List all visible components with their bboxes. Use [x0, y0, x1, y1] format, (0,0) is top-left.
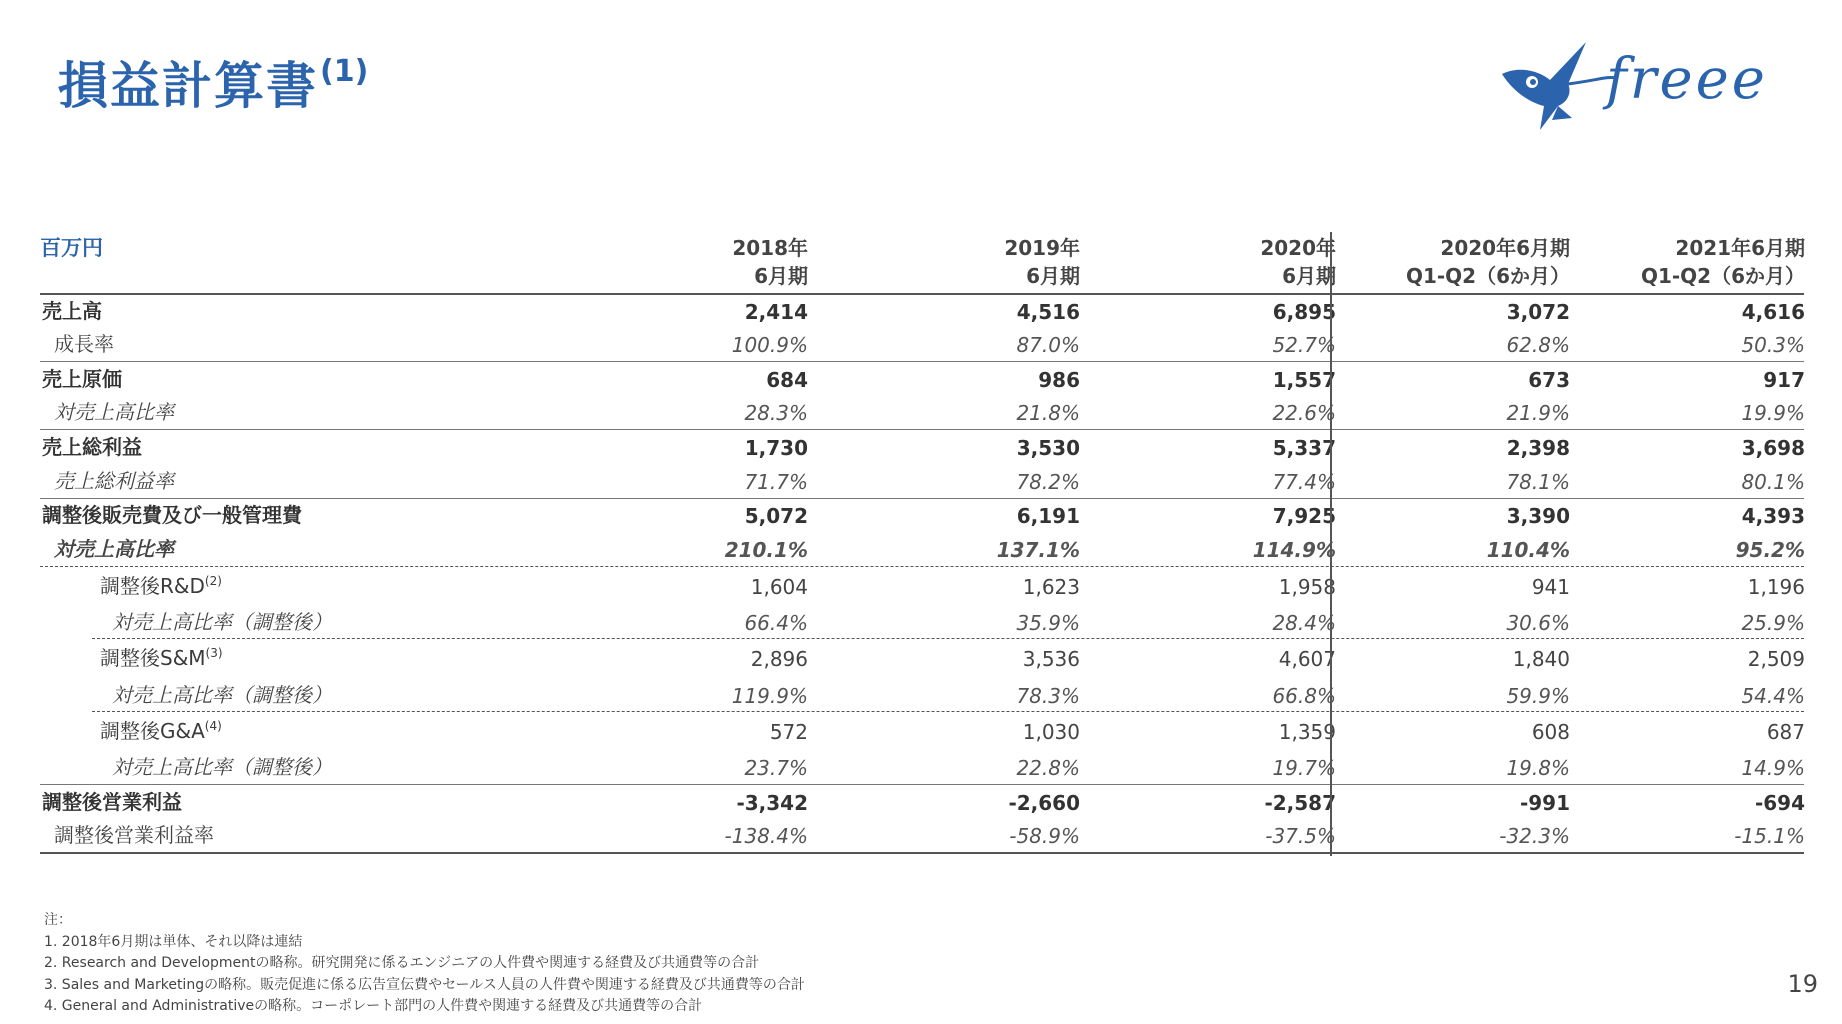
col-header-fy2019: 2019年 6月期 — [1004, 236, 1080, 288]
table-cell: 28.3% — [744, 401, 808, 426]
table-cell: 4,393 — [1741, 504, 1805, 529]
row-label — [54, 465, 174, 494]
row-label — [42, 295, 102, 324]
row-label — [54, 819, 214, 848]
row-footnote-ref: (3) — [205, 646, 223, 661]
table-body — [40, 294, 1804, 854]
row-label-text: 売上総利益率 — [54, 468, 174, 493]
table-row — [40, 712, 1804, 748]
table-row — [40, 603, 1804, 640]
table-row — [40, 294, 1804, 328]
table-cell: 917 — [1763, 367, 1805, 392]
table-cell: 62.8% — [1506, 333, 1570, 358]
table-cell: 4,616 — [1741, 299, 1805, 324]
table-cell: 110.4% — [1486, 537, 1570, 562]
row-label-text: 調整後R&D — [100, 573, 205, 598]
table-row — [40, 639, 1804, 675]
table-cell: 210.1% — [724, 537, 808, 562]
table-row — [40, 430, 1804, 464]
table-cell: 986 — [1038, 367, 1080, 392]
title-footnote-ref: (1) — [320, 54, 369, 89]
table-cell: 59.9% — [1506, 683, 1570, 708]
table-cell: 4,516 — [1016, 299, 1080, 324]
row-label — [112, 751, 332, 780]
table-cell: 1,030 — [1022, 719, 1080, 744]
row-label — [54, 533, 174, 562]
table-cell: 119.9% — [731, 683, 808, 708]
table-cell: 78.2% — [1016, 469, 1080, 494]
row-label-text: 対売上高比率 — [54, 400, 174, 425]
row-label — [42, 431, 142, 460]
table-cell: -37.5% — [1265, 824, 1336, 849]
table-cell: 4,607 — [1278, 647, 1336, 672]
table-cell: 2,509 — [1747, 647, 1805, 672]
table-cell: 1,604 — [750, 574, 808, 599]
table-cell: 5,072 — [744, 504, 808, 529]
row-label — [100, 642, 223, 671]
table-cell: 1,730 — [744, 435, 808, 460]
table-cell: -138.4% — [724, 824, 808, 849]
table-cell: -32.3% — [1499, 824, 1570, 849]
logo-wordmark: freee — [1606, 47, 1768, 112]
table-cell: 1,958 — [1278, 574, 1336, 599]
footnote-1: 1. 2018年6月期は単体、それ以降は連結 — [44, 933, 303, 950]
table-row — [40, 532, 1804, 567]
table-cell: 673 — [1528, 367, 1570, 392]
row-label-text: 調整後営業利益 — [42, 789, 182, 814]
row-footnote-ref: (2) — [204, 573, 222, 588]
table-cell: 87.0% — [1016, 333, 1080, 358]
table-row — [40, 748, 1804, 786]
table-cell: 5,337 — [1272, 435, 1336, 460]
table-cell: 52.7% — [1272, 333, 1336, 358]
table-cell: 6,191 — [1016, 504, 1080, 529]
table-cell: 19.8% — [1506, 756, 1570, 781]
table-cell: 21.8% — [1016, 401, 1080, 426]
table-cell: 14.9% — [1741, 756, 1805, 781]
table-cell: -991 — [1519, 790, 1570, 815]
col-header-fy2018: 2018年 6月期 — [732, 236, 808, 288]
footnote-heading: 注： — [44, 912, 72, 928]
table-cell: 3,530 — [1016, 435, 1080, 460]
row-label-text: 調整後営業利益率 — [54, 823, 214, 848]
freee-logo — [1498, 36, 1798, 146]
table-cell: 941 — [1531, 574, 1570, 599]
table-cell: 3,072 — [1506, 299, 1570, 324]
row-label — [112, 679, 332, 708]
table-cell: 572 — [769, 719, 808, 744]
table-row — [40, 328, 1804, 363]
table-cell: 22.8% — [1016, 756, 1080, 781]
table-cell: -694 — [1754, 790, 1805, 815]
table-row — [40, 464, 1804, 499]
row-label-text: 売上原価 — [42, 366, 122, 391]
table-cell: 50.3% — [1741, 333, 1805, 358]
row-label — [112, 606, 332, 635]
column-separator — [1330, 232, 1332, 856]
footnote-4: 4. General and Administrativeの略称。コーポレート部門の人件費や関連する経費及び共通費等の合計 — [44, 998, 703, 1014]
table-cell: 54.4% — [1741, 683, 1805, 708]
table-cell: 19.9% — [1741, 401, 1805, 426]
table-row — [40, 785, 1804, 819]
table-cell: 2,896 — [750, 647, 808, 672]
table-cell: 71.7% — [744, 469, 808, 494]
footnotes — [44, 910, 805, 1018]
table-row — [40, 362, 1804, 396]
table-cell: 1,557 — [1272, 367, 1336, 392]
row-label-text: 調整後G&A — [100, 718, 205, 743]
row-label — [42, 499, 302, 528]
table-row — [40, 499, 1804, 533]
table-row — [40, 567, 1804, 603]
table-cell: 95.2% — [1735, 537, 1805, 562]
table-cell: 3,390 — [1506, 504, 1570, 529]
col-header-fy2020: 2020年 6月期 — [1260, 236, 1336, 288]
table-cell: -58.9% — [1009, 824, 1080, 849]
row-label-text: 対売上高比率（調整後） — [112, 755, 332, 780]
footnote-3: 3. Sales and Marketingの略称。販売促進に係る広告宣伝費やセールス人員の人件費や関連する経費及び共通費等の合計 — [44, 976, 805, 993]
table-row — [40, 819, 1804, 855]
table-cell: 3,536 — [1022, 647, 1080, 672]
footnote-2: 2. Research and Developmentの略称。研究開発に係るエンジニアの人件費や関連する経費及び共通費等の合計 — [44, 955, 760, 971]
table-cell: 78.3% — [1016, 683, 1080, 708]
row-label — [100, 715, 222, 744]
title-text: 損益計算書 — [58, 57, 318, 115]
table-cell: 608 — [1531, 719, 1570, 744]
table-cell: -2,660 — [1008, 790, 1080, 815]
table-cell: 687 — [1766, 719, 1805, 744]
table-cell: 1,359 — [1278, 719, 1336, 744]
table-cell: 684 — [766, 367, 808, 392]
row-label-text: 調整後販売費及び一般管理費 — [42, 503, 302, 528]
table-cell: 66.4% — [744, 611, 808, 636]
table-cell: -2,587 — [1264, 790, 1336, 815]
table-cell: 1,840 — [1512, 647, 1570, 672]
table-cell: 35.9% — [1016, 611, 1080, 636]
row-footnote-ref: (4) — [204, 718, 222, 733]
table-cell: 77.4% — [1272, 469, 1336, 494]
col-header-fy2020-h1: 2020年6月期 Q1-Q2（6か月） — [1405, 236, 1570, 288]
table-cell: 1,196 — [1747, 574, 1805, 599]
income-statement-table — [40, 228, 1804, 854]
table-cell: 137.1% — [996, 537, 1080, 562]
row-label — [42, 363, 122, 392]
row-label-text: 対売上高比率 — [54, 536, 174, 561]
table-cell: 6,895 — [1272, 299, 1336, 324]
table-cell: 23.7% — [744, 756, 808, 781]
table-cell: 7,925 — [1272, 504, 1336, 529]
row-label — [42, 786, 182, 815]
table-cell: 100.9% — [731, 333, 808, 358]
row-label-text: 売上総利益 — [42, 434, 142, 459]
table-row — [40, 396, 1804, 431]
table-cell: -15.1% — [1734, 824, 1805, 849]
row-label-text: 成長率 — [54, 332, 114, 357]
table-cell: 28.4% — [1272, 611, 1336, 636]
table-cell: 1,623 — [1022, 574, 1080, 599]
table-cell: 25.9% — [1741, 611, 1805, 636]
table-row — [40, 675, 1804, 712]
table-cell: 22.6% — [1272, 401, 1336, 426]
row-label-text: 売上高 — [42, 298, 102, 323]
table-cell: 30.6% — [1506, 611, 1570, 636]
unit-label: 百万円 — [40, 236, 103, 260]
col-header-fy2021-h1: 2021年6月期 Q1-Q2（6か月） — [1640, 236, 1805, 288]
row-label — [54, 328, 114, 357]
table-cell: 2,398 — [1506, 435, 1570, 460]
row-label — [54, 396, 174, 425]
table-cell: 114.9% — [1252, 537, 1336, 562]
table-cell: 2,414 — [744, 299, 808, 324]
row-label — [100, 570, 222, 599]
table-cell: 3,698 — [1741, 435, 1805, 460]
swallow-bird-icon — [1502, 42, 1586, 130]
slide-title — [58, 46, 368, 118]
row-label-text: 調整後S&M — [100, 646, 206, 671]
table-cell: 78.1% — [1506, 469, 1570, 494]
row-label-text: 対売上高比率（調整後） — [112, 610, 332, 635]
table-cell: 80.1% — [1741, 469, 1805, 494]
table-cell: 66.8% — [1272, 683, 1336, 708]
table-cell: -3,342 — [736, 790, 808, 815]
table-header — [40, 228, 1804, 294]
page-number: 19 — [1787, 970, 1818, 998]
table-cell: 21.9% — [1506, 401, 1570, 426]
table-cell: 19.7% — [1272, 756, 1336, 781]
row-label-text: 対売上高比率（調整後） — [112, 682, 332, 707]
